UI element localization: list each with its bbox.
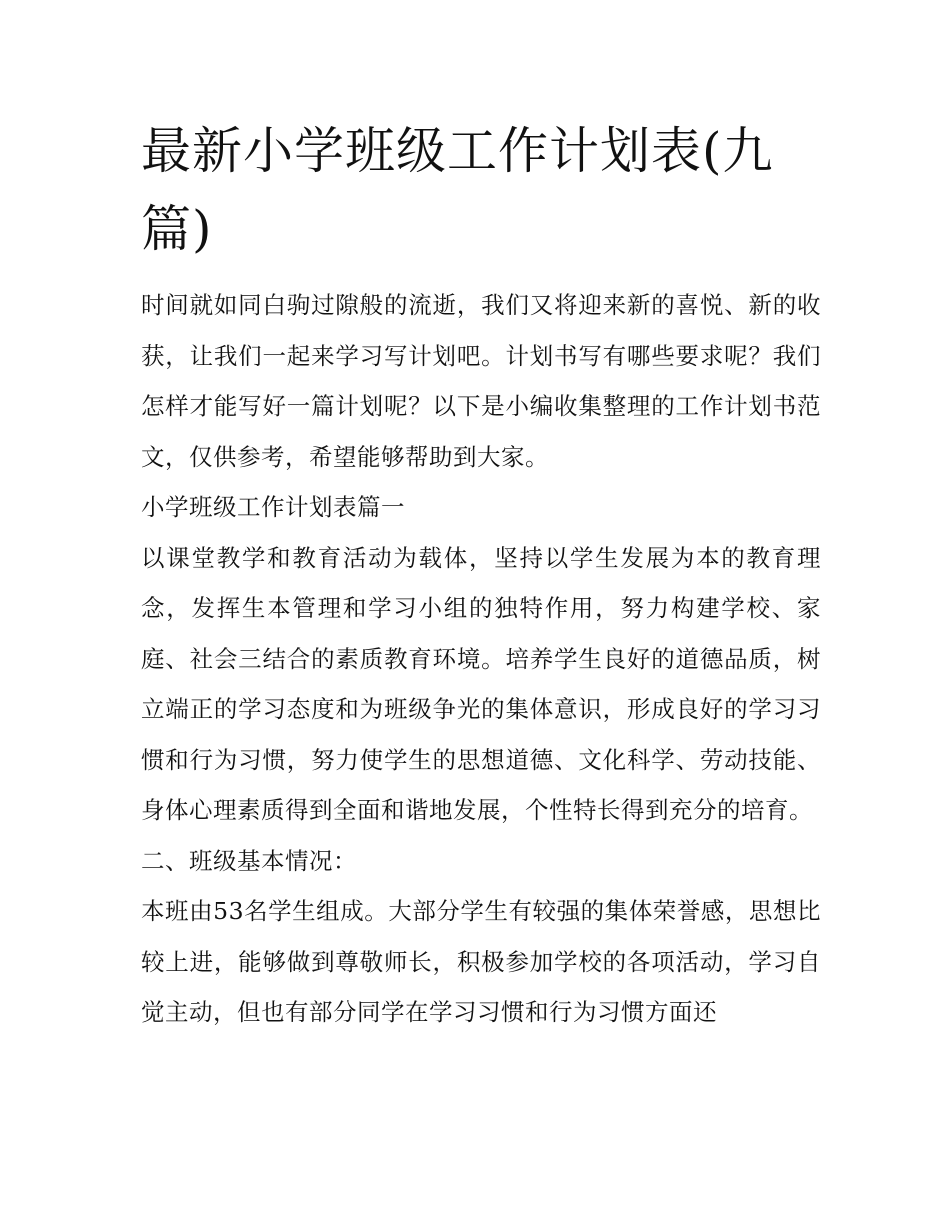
document-body [141, 112, 821, 1038]
section-heading: 小学班级工作计划表篇一 [141, 493, 405, 521]
body-paragraph: 本班由53名学生组成。大部分学生有较强的集体荣誉感，思想比较上进，能够做到尊敬师长，积极参加学校的各项活动，学习自觉主动，但也有部分同学在学习习惯和行为习惯方面还 [141, 897, 821, 1026]
intro-paragraph: 时间就如同白驹过隙般的流逝，我们又将迎来新的喜悦、新的收获，让我们一起来学习写计划吧。计划书写有哪些要求呢？我们怎样才能写好一篇计划呢？以下是小编收集整理的工作计划书范文，仅供参考，希望能够帮助到大家。 [141, 291, 821, 471]
document-title: 最新小学班级工作计划表(九篇) [141, 122, 774, 258]
body-paragraph: 以课堂教学和教育活动为载体，坚持以学生发展为本的教育理念，发挥生本管理和学习小组的独特作用，努力构建学校、家庭、社会三结合的素质教育环境。培养学生良好的道德品质，树立端正的学习态度和为班级争光的集体意识，形成良好的学习习惯和行为习惯，努力使学生的思想道德、文化科学、劳动技能、身体心理素质得到全面和谐地发展，个性特长得到充分的培育。 [141, 543, 821, 824]
subsection-heading: 二、班级基本情况： [141, 846, 357, 875]
